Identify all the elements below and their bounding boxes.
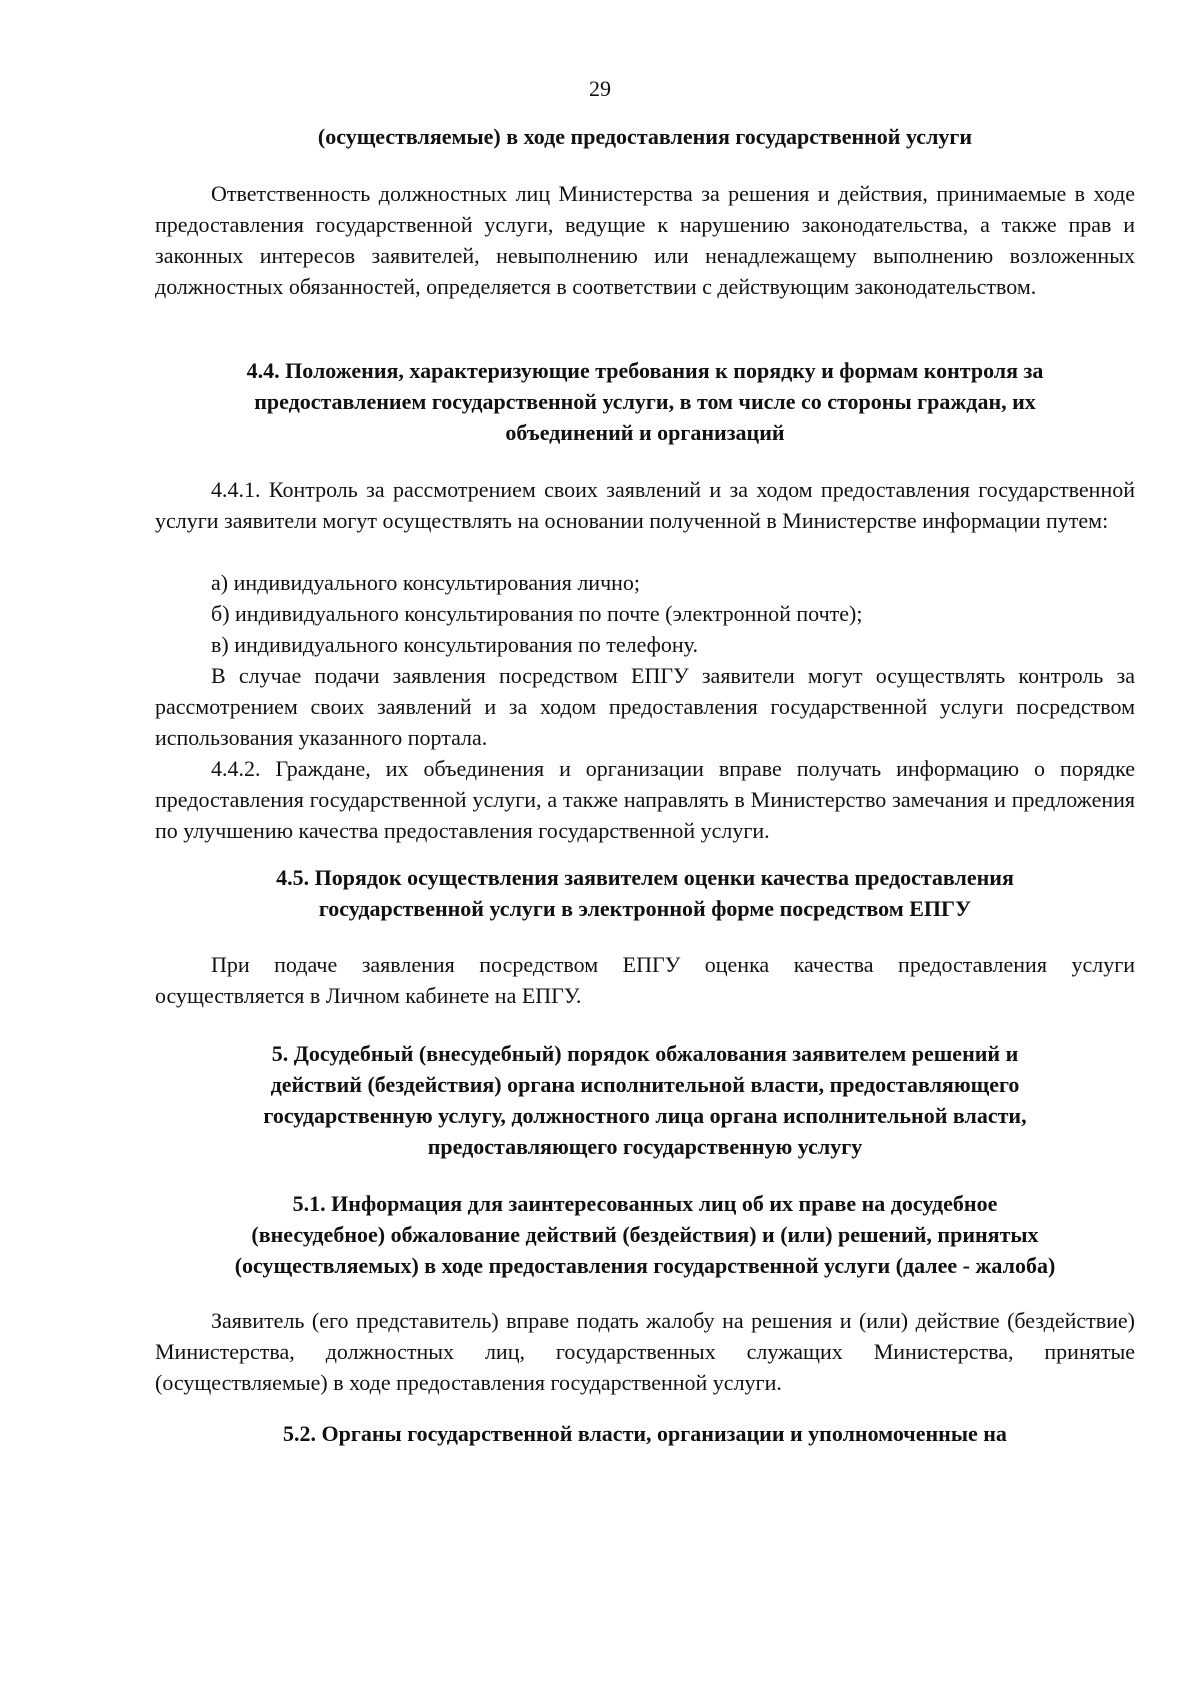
paragraph-4-4-1: 4.4.1. Контроль за рассмотрением своих заявлений и за ходом предоставления государственной услуги заявители могут осуществлять на основании полученной в Министерстве информации путем: — [155, 477, 1135, 533]
heading-5 — [155, 1038, 1135, 1162]
heading-4-5-line-2: государственной услуги в электронной форме посредством ЕПГУ — [318, 896, 972, 921]
heading-4-5-line-1: 4.5. Порядок осуществления заявителем оценки качества предоставления — [276, 865, 1014, 890]
heading-5-line-4: предоставляющего государственную услугу — [427, 1134, 863, 1159]
heading-5-1 — [155, 1188, 1135, 1281]
heading-5-1-line-1: 5.1. Информация для заинтересованных лиц об их праве на досудебное — [292, 1191, 998, 1216]
list-item-a: а) индивидуального консультирования лично; — [211, 570, 641, 595]
page-number: 29 — [589, 76, 611, 101]
heading-5-line-1: 5. Досудебный (внесудебный) порядок обжалования заявителем решений и — [271, 1041, 1019, 1066]
section-heading-continued: (осуществляемые) в ходе предоставления государственной услуги — [317, 124, 973, 149]
heading-4-5 — [155, 862, 1135, 924]
heading-5-line-2: действий (бездействия) органа исполнительной власти, предоставляющего — [270, 1072, 1020, 1097]
heading-5-line-3: государственную услугу, должностного лица органа исполнительной власти, — [263, 1103, 1027, 1128]
heading-4-4-line-3: объединений и организаций — [505, 420, 785, 445]
paragraph-4-5: При подаче заявления посредством ЕПГУ оценка качества предоставления услуги осуществляется в Личном кабинете на ЕПГУ. — [155, 952, 1135, 1008]
paragraph-epgu-control: В случае подачи заявления посредством ЕПГУ заявители могут осуществлять контроль за рассмотрением своих заявлений и за ходом предоставления государственной услуги посредством использования указанного портала. — [155, 663, 1135, 750]
paragraph-5-1: Заявитель (его представитель) вправе подать жалобу на решения и (или) действие (бездействие) Министерства, должностных лиц, государственных служащих Министерства, принятые (осуществляемые) в ходе предоставления государственной услуги. — [155, 1308, 1135, 1395]
list-item-b: б) индивидуального консультирования по почте (электронной почте); — [211, 601, 863, 626]
paragraph-responsibility: Ответственность должностных лиц Министерства за решения и действия, принимаемые в ходе предоставления государственной услуги, ведущие к нарушению законодательства, а также прав и законных интересов заявителей, невыполнению или ненадлежащему выполнению возложенных должностных обязанностей, определяется в соответствии с действующим законодательством. — [155, 181, 1135, 299]
heading-5-1-line-2: (внесудебное) обжалование действий (бездействия) и (или) решений, принятых — [251, 1222, 1039, 1247]
heading-5-2: 5.2. Органы государственной власти, организации и уполномоченные на — [283, 1421, 1007, 1446]
heading-4-4-line-1: 4.4. Положения, характеризующие требования к порядку и формам контроля за — [246, 358, 1044, 383]
paragraph-4-4-2: 4.4.2. Граждане, их объединения и организации вправе получать информацию о порядке предоставления государственной услуги, а также направлять в Министерство замечания и предложения по улучшению качества предоставления государственной услуги. — [155, 756, 1135, 843]
list-item-v: в) индивидуального консультирования по телефону. — [211, 632, 698, 657]
heading-4-4 — [155, 355, 1135, 448]
heading-4-4-line-2: предоставлением государственной услуги, в том числе со стороны граждан, их — [254, 389, 1036, 414]
heading-5-1-line-3: (осуществляемых) в ходе предоставления государственной услуги (далее - жалоба) — [234, 1253, 1056, 1278]
